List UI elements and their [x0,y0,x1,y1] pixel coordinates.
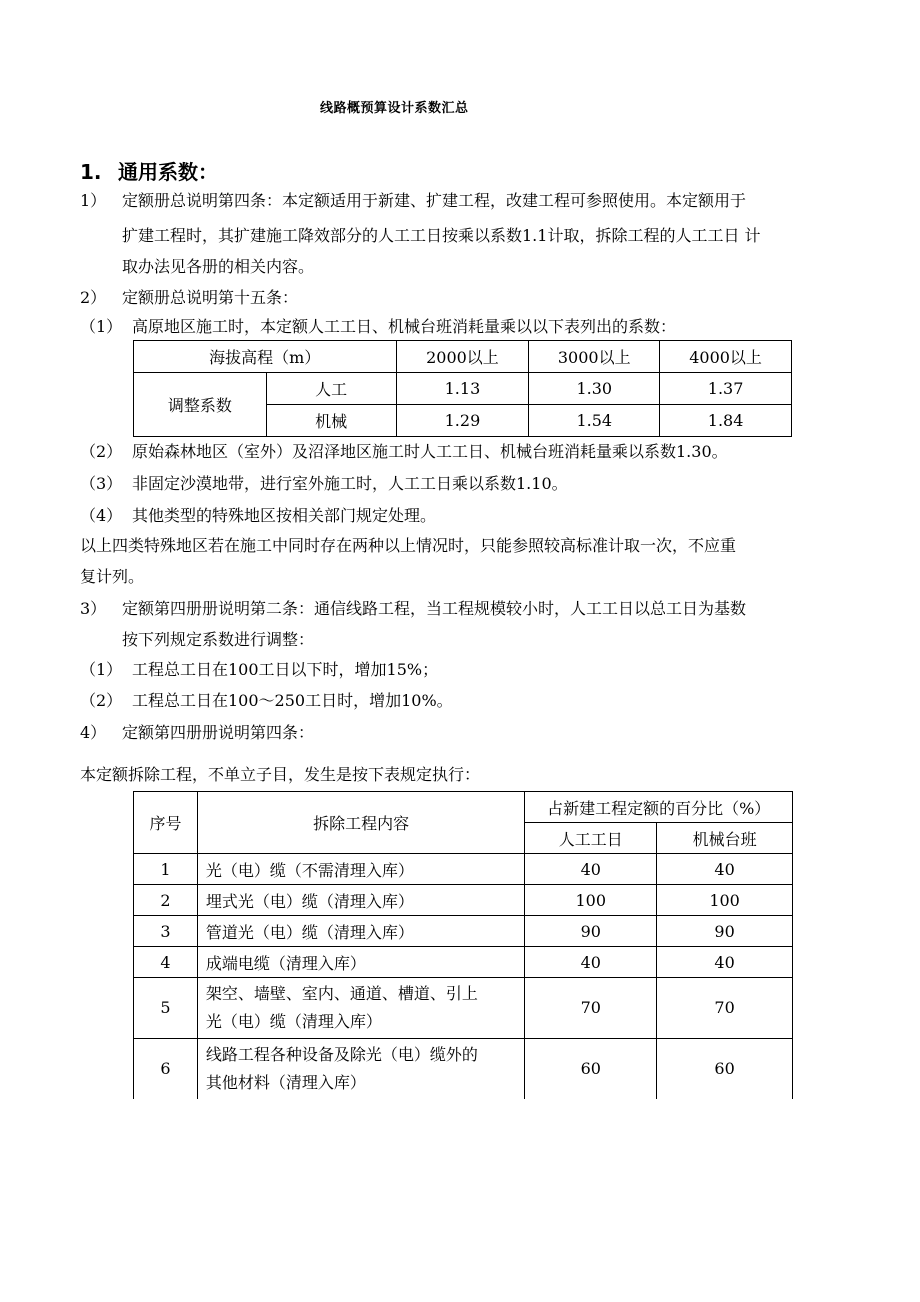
row-labor: 90 [525,916,657,947]
row-content: 光（电）缆（不需清理入库） [197,854,524,885]
table-cell: 1.30 [529,373,660,405]
table-row [134,916,793,947]
row-machine: 70 [657,978,793,1039]
table-header-row [134,792,793,823]
header-content: 拆除工程内容 [197,792,524,854]
item1-line3: 取办法见各册的相关内容。 [122,257,315,276]
item1-text-1: 定额册总说明第四条：本定额适用于新建、扩建工程，改建工程可参照使用。本定额用于 [122,191,747,210]
item2-sub4-text: 其他类型的特殊地区按相关部门规定处理。 [132,506,437,525]
item3-sub1-text: 工程总工日在100工日以下时，增加15%； [132,660,439,679]
item3-sub2-text: 工程总工日在100～250工日时，增加10%。 [132,691,453,710]
item2-sub2-text: 原始森林地区（室外）及沼泽地区施工时人工工日、机械台班消耗量乘以系数1.30。 [132,442,728,461]
item3-sub2 [80,690,453,712]
item2-note-line1: 以上四类特殊地区若在施工中同时存在两种以上情况时，只能参照较高标准计取一次，不应重 [80,536,737,555]
table-cell: 1.29 [396,405,529,437]
item4-intro: 本定额拆除工程，不单立子目，发生是按下表规定执行： [80,765,481,784]
row-no: 4 [134,947,198,978]
altitude-coefficient-table [133,340,792,437]
row-no: 3 [134,916,198,947]
item2-note-line2: 复计列。 [80,567,145,586]
table-cell: 1.13 [396,373,529,405]
row-content-line2: 光（电）缆（清理入库） [205,1012,382,1031]
header-no: 序号 [134,792,198,854]
header-2000: 2000以上 [396,341,529,373]
table-cell: 1.84 [660,405,792,437]
item2-sub2 [80,441,728,463]
row-machine: 60 [657,1039,793,1100]
item2-sub4 [80,505,436,527]
item1-line1 [80,190,746,212]
row-labor: 100 [525,885,657,916]
row-no: 6 [134,1039,198,1100]
table-row [134,373,792,405]
item1-label: 1） [80,191,107,210]
item2-sub3 [80,473,568,495]
row-machine: 40 [657,947,793,978]
item4-line [80,722,314,744]
row-labor: 60 [525,1039,657,1100]
row-machine: 40 [657,854,793,885]
item2-sub2-label: （2） [80,442,123,461]
row-content: 埋式光（电）缆（清理入库） [197,885,524,916]
header-altitude: 海拔高程（m） [134,341,397,373]
row-labor: 40 [525,854,657,885]
item2-text: 定额册总说明第十五条： [122,288,299,307]
section-number: 1. [80,160,102,184]
row-labor: 40 [525,947,657,978]
table-row [134,1039,793,1100]
item3-sub2-label: （2） [80,691,123,710]
row-no: 1 [134,854,198,885]
table-row [134,854,793,885]
header-labor: 人工工日 [525,823,657,854]
header-3000: 3000以上 [529,341,660,373]
table-cell: 1.37 [660,373,792,405]
row-labor: 70 [525,978,657,1039]
section-heading [80,156,218,185]
item3-line1 [80,598,746,620]
table-cell: 1.54 [529,405,660,437]
item3-sub1 [80,659,438,681]
item1-line2: 扩建工程时，其扩建施工降效部分的人工工日按乘以系数1.1计取，拆除工程的人工工日 计 [122,226,761,245]
row-label: 机械 [266,405,396,437]
row-no: 2 [134,885,198,916]
row-content [197,978,524,1039]
item3-line2: 按下列规定系数进行调整： [122,630,315,649]
item3-label: 3） [80,599,107,618]
header-machine: 机械台班 [657,823,793,854]
item3-text-1: 定额第四册册说明第二条：通信线路工程，当工程规模较小时，人工工日以总工日为基数 [122,599,747,618]
group-label: 调整系数 [134,373,267,437]
item2-sub3-label: （3） [80,474,123,493]
item2-label: 2） [80,288,107,307]
item2-sub3-text: 非固定沙漠地带，进行室外施工时，人工工日乘以系数1.10。 [132,474,568,493]
table-row [134,978,793,1039]
section-title: 通用系数： [118,160,218,184]
item2-sub4-label: （4） [80,506,123,525]
item4-text: 定额第四册册说明第四条： [122,723,315,742]
row-machine: 100 [657,885,793,916]
item4-label: 4） [80,723,107,742]
row-content [197,1039,524,1100]
item2-line [80,287,298,309]
row-no: 5 [134,978,198,1039]
row-machine: 90 [657,916,793,947]
header-percent: 占新建工程定额的百分比（%） [525,792,793,823]
item2-sub1 [80,316,676,338]
header-4000: 4000以上 [660,341,792,373]
item2-sub1-text: 高原地区施工时，本定额人工工日、机械台班消耗量乘以以下表列出的系数： [132,317,677,336]
document-title: 线路概预算设计系数汇总 [320,101,469,116]
row-label: 人工 [266,373,396,405]
row-content-line2: 其他材料（清理入库） [205,1073,366,1092]
table-row [134,947,793,978]
item3-sub1-label: （1） [80,660,123,679]
row-content-line1: 架空、墙壁、室内、通道、槽道、引上 [205,984,478,1003]
row-content-line1: 线路工程各种设备及除光（电）缆外的 [205,1045,478,1064]
table-row [134,885,793,916]
row-content: 管道光（电）缆（清理入库） [197,916,524,947]
item2-sub1-label: （1） [80,317,123,336]
demolition-table [133,791,793,1099]
row-content: 成端电缆（清理入库） [197,947,524,978]
table-header-row [134,341,792,373]
